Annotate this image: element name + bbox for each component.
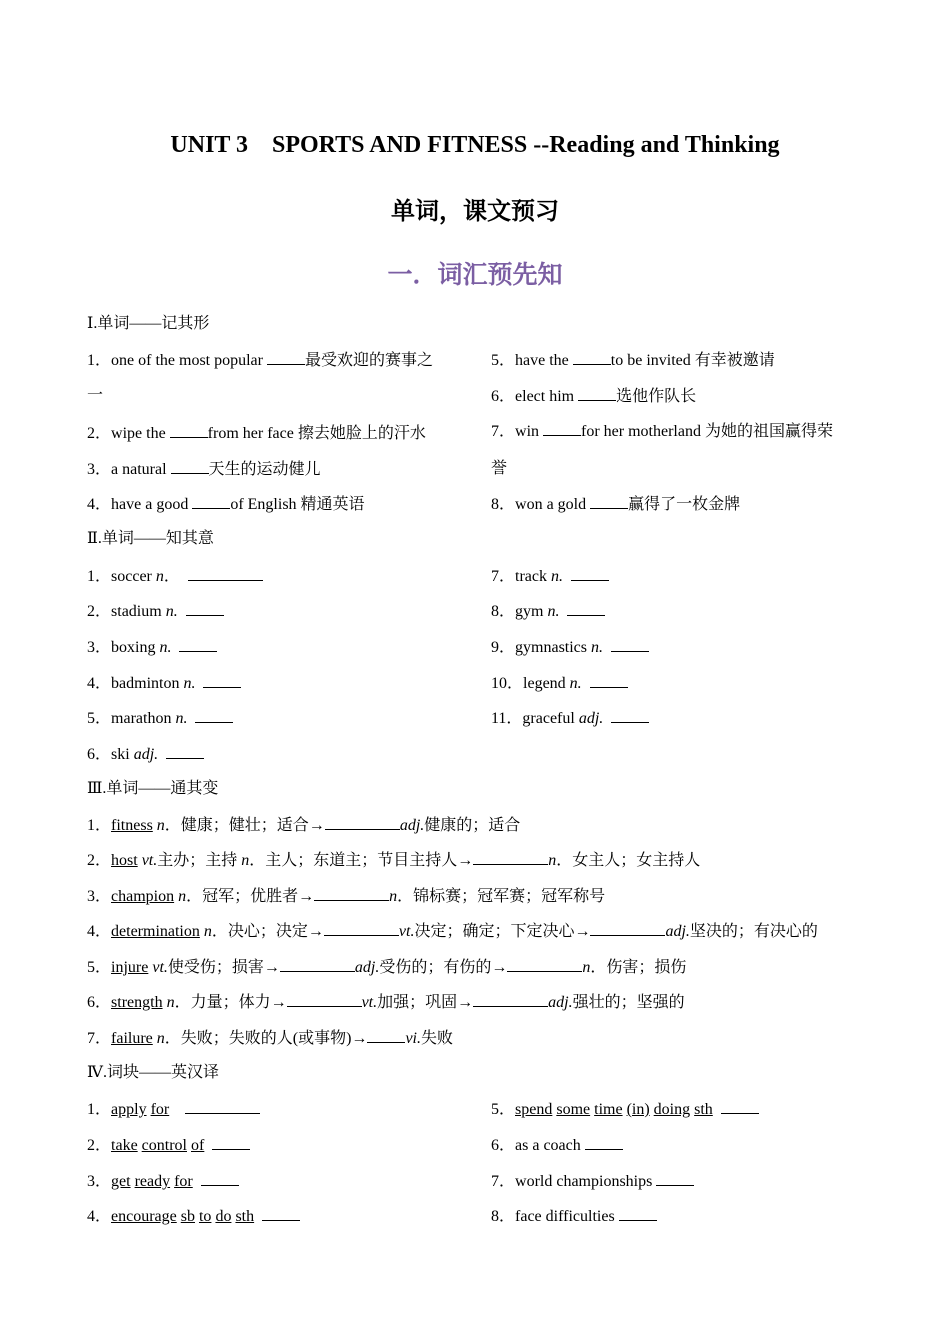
list-item: 3．boxing n. [87, 637, 217, 658]
answer-blank[interactable] [473, 850, 548, 865]
answer-blank[interactable] [267, 350, 305, 365]
answer-blank[interactable] [188, 566, 263, 581]
section-heading: 一．词汇预先知 [387, 262, 563, 289]
list-item: 6．as a coach [491, 1135, 623, 1156]
part4-heading: Ⅳ.词块——英汉译 [87, 1064, 219, 1081]
answer-blank[interactable] [203, 673, 241, 688]
list-item: 2．stadium n. [87, 601, 224, 622]
list-item: 3．get ready for [87, 1171, 239, 1192]
answer-blank[interactable] [567, 601, 605, 616]
list-item: 2．take control of [87, 1135, 250, 1156]
list-item-continued: 一 [87, 387, 104, 404]
answer-blank[interactable] [543, 421, 581, 436]
list-item: 5．spend some time (in) doing sth [491, 1099, 759, 1120]
answer-blank[interactable] [201, 1171, 239, 1186]
list-item: 1．apply for [87, 1099, 260, 1120]
answer-blank[interactable] [262, 1206, 300, 1221]
answer-blank[interactable] [367, 1028, 405, 1043]
answer-blank[interactable] [179, 637, 217, 652]
part2-heading: Ⅱ.单词——知其意 [87, 530, 214, 547]
answer-blank[interactable] [324, 921, 399, 936]
list-item: 8．won a gold 赢得了一枚金牌 [491, 496, 741, 513]
list-item: 6．ski adj. [87, 744, 204, 765]
list-item: 2．host vt.主办；主持 n．主人；东道主；节目主持人→ n．女主人；女主持人 [87, 852, 701, 869]
page-subtitle: 单词，课文预习 [391, 199, 559, 225]
list-item: 3．champion n．冠军；优胜者→ n．锦标赛；冠军赛；冠军称号 [87, 888, 606, 905]
answer-blank[interactable] [186, 601, 224, 616]
answer-blank[interactable] [170, 423, 208, 438]
list-item: 5．injure vt.使受伤；损害→ adj.受伤的；有伤的→ n．伤害；损伤 [87, 959, 687, 976]
list-item: 5．have the to be invited 有幸被邀请 [491, 352, 775, 369]
answer-blank[interactable] [656, 1171, 694, 1186]
answer-blank[interactable] [314, 886, 389, 901]
list-item: 1．one of the most popular 最受欢迎的赛事之 [87, 352, 433, 369]
answer-blank[interactable] [280, 957, 355, 972]
answer-blank[interactable] [590, 921, 665, 936]
answer-blank[interactable] [590, 673, 628, 688]
answer-blank[interactable] [473, 992, 548, 1007]
list-item: 4．determination n．决心；决定→ vt.决定；确定；下定决心→ adj.坚决的；有决心的 [87, 923, 818, 940]
list-item: 8．face difficulties [491, 1206, 657, 1227]
answer-blank[interactable] [287, 992, 362, 1007]
answer-blank[interactable] [192, 494, 230, 509]
list-item: 7．failure n．失败；失败的人(或事物)→ vi.失败 [87, 1030, 453, 1047]
list-item: 7．track n. [491, 566, 609, 587]
part1-heading: Ⅰ.单词——记其形 [87, 315, 210, 332]
list-item: 7．win for her motherland 为她的祖国赢得荣 [491, 423, 833, 440]
answer-blank[interactable] [573, 350, 611, 365]
list-item-continued: 誉 [491, 460, 508, 477]
answer-blank[interactable] [171, 459, 209, 474]
answer-blank[interactable] [195, 708, 233, 723]
answer-blank[interactable] [325, 815, 400, 830]
answer-blank[interactable] [619, 1206, 657, 1221]
part3-heading: Ⅲ.单词——通其变 [87, 780, 219, 797]
list-item: 4．have a good of English 精通英语 [87, 496, 365, 513]
list-item: 4．badminton n. [87, 673, 241, 694]
answer-blank[interactable] [166, 744, 204, 759]
list-item: 4．encourage sb to do sth [87, 1206, 300, 1227]
list-item: 5．marathon n. [87, 708, 233, 729]
answer-blank[interactable] [578, 386, 616, 401]
list-item: 9．gymnastics n. [491, 637, 649, 658]
list-item: 6．strength n．力量；体力→ vt.加强；巩固→ adj.强壮的；坚强的 [87, 994, 685, 1011]
page-title: UNIT 3 SPORTS AND FITNESS --Reading and Thinking [170, 132, 780, 158]
answer-blank[interactable] [590, 494, 628, 509]
list-item: 11．graceful adj. [491, 708, 649, 729]
list-item: 2．wipe the from her face 擦去她脸上的汗水 [87, 425, 426, 442]
list-item: 8．gym n. [491, 601, 605, 622]
answer-blank[interactable] [507, 957, 582, 972]
answer-blank[interactable] [212, 1135, 250, 1150]
list-item: 6．elect him 选他作队长 [491, 388, 697, 405]
list-item: 10．legend n. [491, 673, 628, 694]
answer-blank[interactable] [721, 1099, 759, 1114]
answer-blank[interactable] [571, 566, 609, 581]
list-item: 1．soccer n． [87, 566, 263, 587]
list-item: 1．fitness n．健康；健壮；适合→ adj.健康的；适合 [87, 817, 521, 834]
answer-blank[interactable] [585, 1135, 623, 1150]
list-item: 3．a natural 天生的运动健儿 [87, 461, 321, 478]
answer-blank[interactable] [185, 1099, 260, 1114]
answer-blank[interactable] [611, 708, 649, 723]
answer-blank[interactable] [611, 637, 649, 652]
list-item: 7．world championships [491, 1171, 694, 1192]
